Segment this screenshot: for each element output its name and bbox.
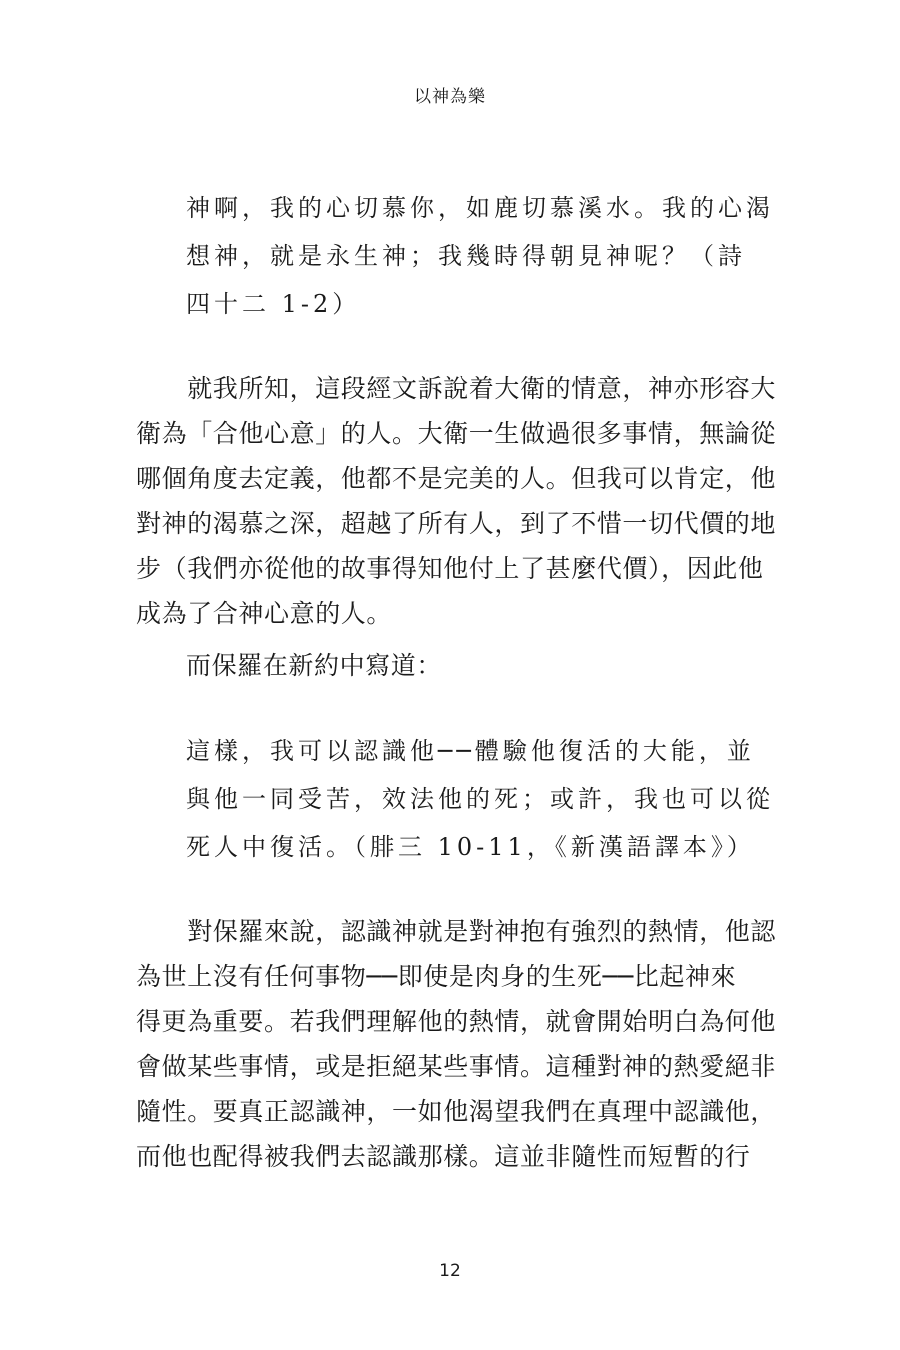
quote-line: 死人中復活。（腓三 10-11，《新漢語譯本》）	[186, 833, 755, 861]
quote-line: 這樣，我可以認識他──體驗他復活的大能，並	[186, 737, 755, 765]
page-number: 12	[439, 1261, 461, 1281]
intro-line-paul: 而保羅在新約中寫道：	[186, 651, 443, 680]
paragraph-line: 隨性。要真正認識神，一如他渴望我們在真理中認識他，	[136, 1097, 777, 1126]
paragraph-line: 會做某些事情，或是拒絕某些事情。這種對神的熱愛絕非	[136, 1052, 777, 1081]
paragraph-line: 哪個角度去定義，他都不是完美的人。但我可以肯定，他	[136, 464, 777, 493]
paragraph-line: 對保羅來說，認識神就是對神抱有強烈的熱情，他認	[136, 917, 777, 946]
quote-line: 與他一同受苦，效法他的死；或許，我也可以從	[186, 785, 774, 813]
paragraph-line: 衛為「合他心意」的人。大衛一生做過很多事情，無論從	[136, 419, 777, 448]
body-paragraph-david	[136, 366, 777, 636]
body-paragraph-paul	[136, 909, 777, 1179]
paragraph-line: 步（我們亦從他的故事得知他付上了甚麼代價），因此他	[136, 554, 764, 583]
quote-line: 神啊，我的心切慕你，如鹿切慕溪水。我的心渴	[186, 194, 774, 222]
running-title: 以神為樂	[414, 87, 486, 107]
paragraph-line: 為世上沒有任何事物──即使是肉身的生死──比起神來	[136, 962, 737, 991]
scripture-quote-psalm	[186, 184, 774, 328]
paragraph-line: 而他也配得被我們去認識那樣。這並非隨性而短暫的行	[136, 1142, 751, 1171]
paragraph-line: 得更為重要。若我們理解他的熱情，就會開始明白為何他	[136, 1007, 777, 1036]
paragraph-line: 對神的渴慕之深，超越了所有人，到了不惜一切代價的地	[136, 509, 777, 538]
paragraph-line: 就我所知，這段經文訴說着大衛的情意，神亦形容大	[136, 374, 777, 403]
scripture-quote-philippians	[186, 727, 774, 871]
paragraph-line: 成為了合神心意的人。	[136, 599, 393, 628]
quote-line: 四十二 1-2）	[186, 290, 361, 318]
quote-line: 想神，就是永生神；我幾時得朝見神呢？（詩	[186, 242, 746, 270]
